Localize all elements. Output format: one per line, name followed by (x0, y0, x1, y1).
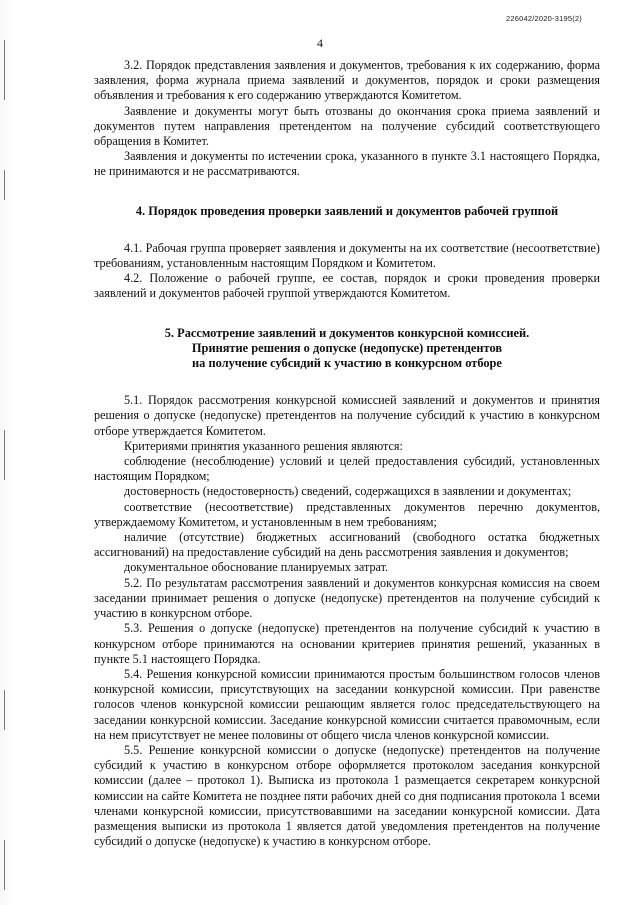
section-4-heading: 4. Порядок проведения проверки заявлений и документов рабочей группой (135, 203, 559, 218)
section-5-heading-line: 5. Рассмотрение заявлений и документов конкурсной комиссией. (164, 325, 530, 340)
paragraph-4-1: 4.1. Рабочая группа проверяет заявления и документы на их соответствие (несоответствие) требованиям, установленным настоящим Порядком и Комитетом. (94, 240, 600, 271)
section-5-heading-line: Принятие решения о допуске (недопуске) претендентов (191, 340, 503, 355)
criterion-reliability: достоверность (недостоверность) сведений, содержащихся в заявлении и документах; (124, 484, 572, 499)
document-body (94, 58, 600, 849)
paragraph-5-2: 5.2. По результатам рассмотрения заявлений и документов конкурсная комиссия на своем заседании принимает решения о допуске (недопуске) претендентов на получение субсидий к участию в конкурсном отборе. (94, 575, 600, 621)
section-5-heading-line: на получение субсидий к участию в конкурсном отборе (192, 356, 502, 371)
page-number: 4 (317, 36, 323, 50)
scan-binding-edge (0, 0, 12, 905)
criterion-compliance: соблюдение (несоблюдение) условий и целей предоставления субсидий, установленных настоящим Порядком; (94, 454, 600, 484)
paragraph-deadline: Заявления и документы по истечении срока, указанного в пункте 3.1 настоящего Порядка, не принимаются и не рассматриваются. (94, 149, 600, 179)
paragraph-5-3: 5.3. Решения о допуске (недопуске) претендентов на получение субсидий к участию в конкурсном отборе принимаются на основании критериев принятия решений, указанных в пункте 5.1 настоящего Порядка. (94, 621, 600, 666)
binding-mark (4, 690, 5, 730)
paragraph-criteria-intro: Критериями принятия указанного решения являются: (124, 438, 403, 453)
paragraph-5-1: 5.1. Порядок рассмотрения конкурсной комиссией заявлений и документов и принятия решения о допуске (недопуске) претендентов на получение субсидий к участию в конкурсном отборе утверждается Комитетом. (94, 393, 600, 438)
binding-mark (4, 840, 5, 890)
paragraph-4-2: 4.2. Положение о рабочей группе, ее состав, порядок и сроки проведения проверки заявлений и документов рабочей группой утверждаются Комитетом. (94, 271, 600, 301)
paragraph-5-4: 5.4. Решения конкурсной комиссии принимаются простым большинством голосов членов конкурсной комиссии, присутствующих на заседании конкурсной комиссии. При равенстве голосов членов конкурсной комиссии решающим является голос председательствующего на заседании конкурсной комиссии. Заседание конкурсной комиссии считается правомочным, если на нем присутствует не менее половины от общего числа членов конкурсной комиссии. (94, 666, 600, 742)
criterion-justification: документальное обоснование планируемых затрат. (124, 560, 389, 575)
paragraph-withdrawal: Заявление и документы могут быть отозваны до окончания срока приема заявлений и документов путем направления претендентом на получение субсидий соответствующего обращения в Комитет. (94, 103, 600, 149)
binding-mark (4, 430, 5, 480)
criterion-budget: наличие (отсутствие) бюджетных ассигнований (свободного остатка бюджетных ассигнований) на предоставление субсидий на день рассмотрения заявления и документов; (94, 530, 600, 560)
section-5-heading (94, 326, 600, 372)
criterion-documents: соответствие (несоответствие) представленных документов перечню документов, утверждаемому Комитетом, и установленным в нем требованиям; (94, 499, 600, 529)
binding-mark (4, 170, 5, 200)
document-registration-code: 226042/2020-3195(2) (506, 14, 582, 23)
paragraph-5-5: 5.5. Решение конкурсной комиссии о допуске (недопуске) претендентов на получение субсидий к участию в конкурсном отборе оформляется протоколом заседания конкурсной комиссии (далее – протокол 1). Выписка из протокола 1 размещается секретарем конкурсной комиссии на сайте Комитета не позднее пяти рабочих дней со дня подписания протокола 1 всеми членами конкурсной комиссии, присутствовавшими на заседании конкурсной комиссии. Дата размещения выписки из протокола 1 является датой уведомления претендентов на получение субсидий о допуске (недопуске) к участию в конкурсном отборе. (94, 742, 600, 849)
paragraph-3-2: 3.2. Порядок представления заявления и документов, требования к их содержанию, форма заявления, форма журнала приема заявлений и документов, порядок и сроки размещения объявления и требования к его содержанию утверждаются Комитетом. (94, 58, 600, 103)
